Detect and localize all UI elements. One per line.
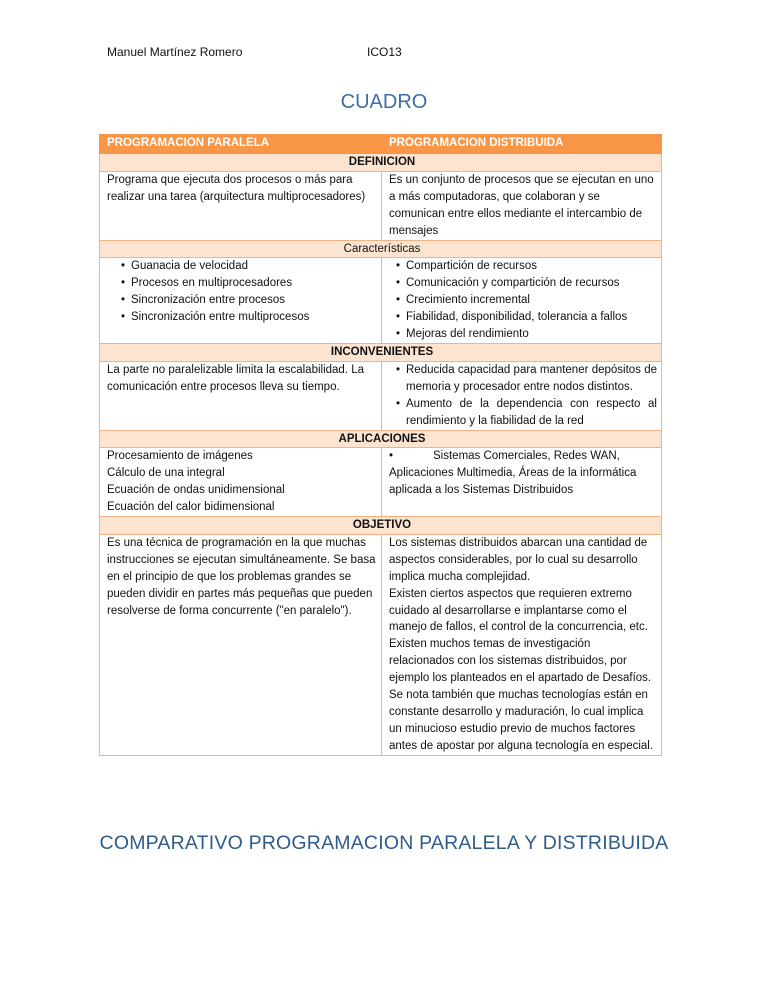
section-label: Características <box>100 240 662 258</box>
page-title: CUADRO <box>340 91 428 113</box>
objetivo-distribuida <box>382 534 662 755</box>
section-row-inconvenientes <box>100 343 662 361</box>
list-item: • Sincronización entre multiprocesos <box>121 309 377 326</box>
definicion-paralela: Programa que ejecuta dos procesos o más para realizar una tarea (arquitectura multiprocesadores) <box>100 171 382 240</box>
list-item: • Reducida capacidad para mantener depósitos de memoria y procesador entre nodos distintos. <box>396 362 657 396</box>
column-header-distribuida: PROGRAMACION DISTRIBUIDA <box>382 135 662 154</box>
table-row <box>100 171 662 240</box>
caracteristicas-paralela <box>100 258 382 344</box>
author-name: Manuel Martínez Romero <box>107 45 243 59</box>
aplicaciones-distribuida <box>382 448 662 517</box>
objetivo-paralela: Es una técnica de programación en la que muchas instrucciones se ejecutan simultáneamente. Se basa en el principio de que los problemas grandes se pueden dividir en partes más pequeñas que pueden resolverse de forma concurrente ("en paralelo"). <box>100 534 382 755</box>
comparison-table <box>99 134 662 756</box>
section-label: DEFINICION <box>100 154 662 172</box>
course-code: ICO13 <box>367 45 402 59</box>
list-item: • Crecimiento incremental <box>396 292 657 309</box>
paragraph: Existen muchos temas de investigación relacionados con los sistemas distribuidos, por ejemplo los planteados en el apartado de Desafíos. <box>389 638 652 685</box>
list-item: • Guanacia de velocidad <box>121 258 377 275</box>
inconvenientes-paralela: La parte no paralelizable limita la escalabilidad. La comunicación entre procesos lleva su tiempo. <box>100 361 382 430</box>
paragraph: Los sistemas distribuidos abarcan una cantidad de aspectos considerables, por lo cual su desarrollo implica mucha complejidad. <box>389 536 648 583</box>
section-label: INCONVENIENTES <box>100 343 662 361</box>
list-item: Cálculo de una integral <box>107 467 225 480</box>
comparison-title: COMPARATIVO PROGRAMACION PARALELA Y DISTRIBUIDA <box>99 832 669 854</box>
table-header-row <box>100 135 662 154</box>
list-item: Ecuación de ondas unidimensional <box>107 484 285 497</box>
table-row <box>100 361 662 430</box>
section-label: APLICACIONES <box>100 430 662 448</box>
section-row-aplicaciones <box>100 430 662 448</box>
table-row <box>100 534 662 755</box>
aplicaciones-text: Sistemas Comerciales, Redes WAN, Aplicaciones Multimedia, Áreas de la informática aplicada a los Sistemas Distribuidos <box>389 450 637 497</box>
bullet-icon: • <box>389 450 394 463</box>
caracteristicas-distribuida <box>382 258 662 344</box>
list-item: • Fiabilidad, disponibilidad, tolerancia a fallos <box>396 309 657 326</box>
table-row <box>100 448 662 517</box>
paragraph: Existen ciertos aspectos que requieren extremo cuidado al desarrollarse e implantarse como el manejo de fallos, el control de la concurrencia, etc. <box>389 587 648 634</box>
list-item: • Aumento de la dependencia con respecto al rendimiento y la fiabilidad de la red <box>396 396 657 430</box>
section-label: OBJETIVO <box>100 517 662 535</box>
list-item: • Comunicación y compartición de recursos <box>396 275 657 292</box>
aplicaciones-paralela <box>100 448 382 517</box>
list-item: • Procesos en multiprocesadores <box>121 275 377 292</box>
inconvenientes-distribuida <box>382 361 662 430</box>
definicion-distribuida: Es un conjunto de procesos que se ejecutan en uno a más computadoras, que colaboran y se comunican entre ellos mediante el intercambio de mensajes <box>382 171 662 240</box>
paragraph: Se nota también que muchas tecnologías están en constante desarrollo y maduración, lo cual implica un minucioso estudio previo de muchos factores antes de apostar por alguna tecnología en especial. <box>389 689 654 752</box>
list-item: Ecuación del calor bidimensional <box>107 501 275 514</box>
list-item: • Mejoras del rendimiento <box>396 326 657 343</box>
section-row-definicion <box>100 154 662 172</box>
list-item: Procesamiento de imágenes <box>107 450 253 463</box>
section-row-objetivo <box>100 517 662 535</box>
section-row-caracteristicas <box>100 240 662 258</box>
column-header-paralela: PROGRAMACION PARALELA <box>100 135 382 154</box>
list-item: • Compartición de recursos <box>396 258 657 275</box>
table-row <box>100 258 662 344</box>
list-item: • Sincronización entre procesos <box>121 292 377 309</box>
